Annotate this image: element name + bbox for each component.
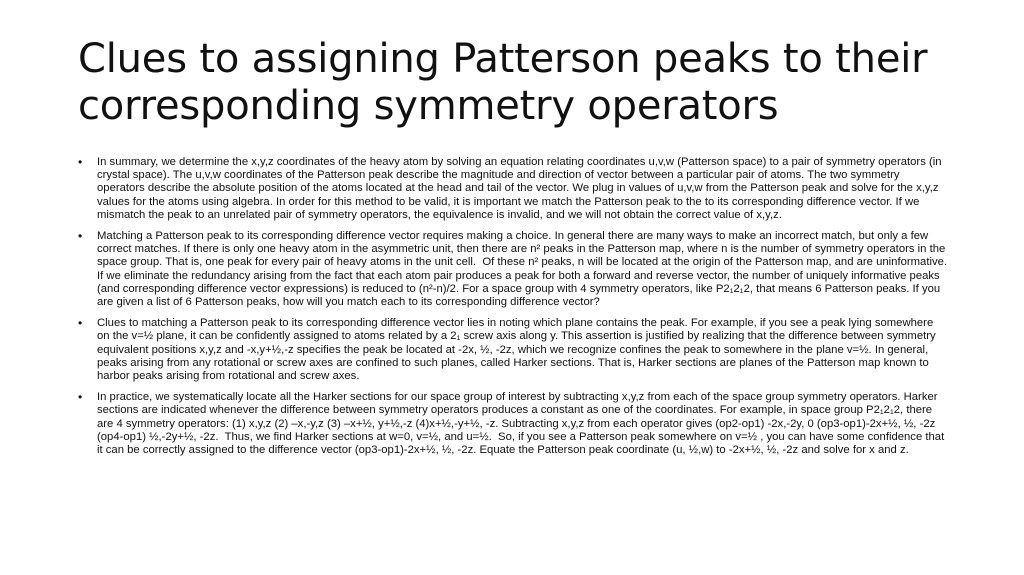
bullet-item-practice [78, 391, 948, 457]
bullet-text: In practice, we systematically locate all the Harker sections for our space group of interest by subtracting x,y,z from each of the space group symmetry operators. Harker sections are indicated whenever the difference between symmetry operators produces a constant as one of the coordinates. For example, in space group P2₁2₁2, there are 4 symmetry operators: (1) x,y,z (2) –x,-y,z (3) –x+½, y+½,-z (4)x+½,-y+½, -z. Subtracting x,y,z from each operator gives (op2-op1) -2x,-2y, 0 (op3-op1)-2x+½, ½, -2z (op4-op1) ½,-2y+½, -2z. Thus, we find Harker sections at w=0, v=½, and u=½. So, if you see a Patterson peak somewhere on v=½ , you can have some confidence that it can be correctly assigned to the difference vector (op3-op1)-2x+½, ½, -2z. Equate the Patterson peak coordinate (u, ½,w) to -2x+½, ½, -2z and solve for x and z. [97, 391, 948, 457]
bullet-list [78, 156, 951, 465]
bullet-text: In summary, we determine the x,y,z coordinates of the heavy atom by solving an equation relating coordinates u,v,w (Patterson space) to a pair of symmetry operators (in crystal space). The u,v,w coordinates of the Patterson peak describe the magnitude and direction of vector between a particular pair of atoms. The two symmetry operators describe the absolute position of the atoms located at the head and tail of the vector. We plug in values of u,v,w from the Patterson peak and solve for the x,y,z values for the atoms using algebra. In order for this method to be valid, it is important we match the Patterson peak to the to its corresponding difference vector. If we mismatch the peak to an unrelated pair of symmetry operators, the equivalence is invalid, and we will not obtain the correct value of x,y,z. [97, 156, 945, 221]
bullet-text: Clues to matching a Patterson peak to its corresponding difference vector lies in noting which plane contains the peak. For example, if you see a peak lying somewhere on the v=½ plane, it can be confidently assigned to atoms related by a 2₁ screw axis along y. This assertion is justified by realizing that the difference between symmetry equivalent positions x,y,z and -x,y+½,-z specifies the peak be located at -2x, ½, -2z, which we recognize confines the peak to somewhere in the plane v=½. In general, peaks arising from any rotational or screw axes are confined to such planes, called Harker sections. That is, Harker sections are planes of the Patterson map known to harbor peaks arising from rotational and screw axes. [97, 317, 939, 383]
bullet-text: Matching a Patterson peak to its corresponding difference vector requires making a choice. In general there are many ways to make an incorrect match, but only a few correct matches. If there is only one heavy atom in the asymmetric unit, then there are n² peaks in the Patterson map, where n is the number of symmetry operators in the space group. That is, one peak for every pair of heavy atoms in the unit cell. Of these n² peaks, n will be located at the origin of the Patterson map, and are uninformative. If we eliminate the redundancy arising from the fact that each atom pair produces a peak for both a forward and reverse vector, the number of uniquely informative peaks (and corresponding difference vector expressions) is reduced to (n²-n)/2. For a space group with 4 symmetry operators, like P2₁2₁2, that means 6 Patterson peaks. If you are given a list of 6 Patterson peaks, how will you match each to its corresponding difference vector? [97, 230, 951, 309]
bullet-item-clues [78, 317, 948, 383]
bullet-item-matching [78, 230, 951, 309]
slide-title: Clues to assigning Patterson peaks to their corresponding symmetry operators [78, 36, 928, 129]
bullet-item-summary [78, 156, 948, 222]
